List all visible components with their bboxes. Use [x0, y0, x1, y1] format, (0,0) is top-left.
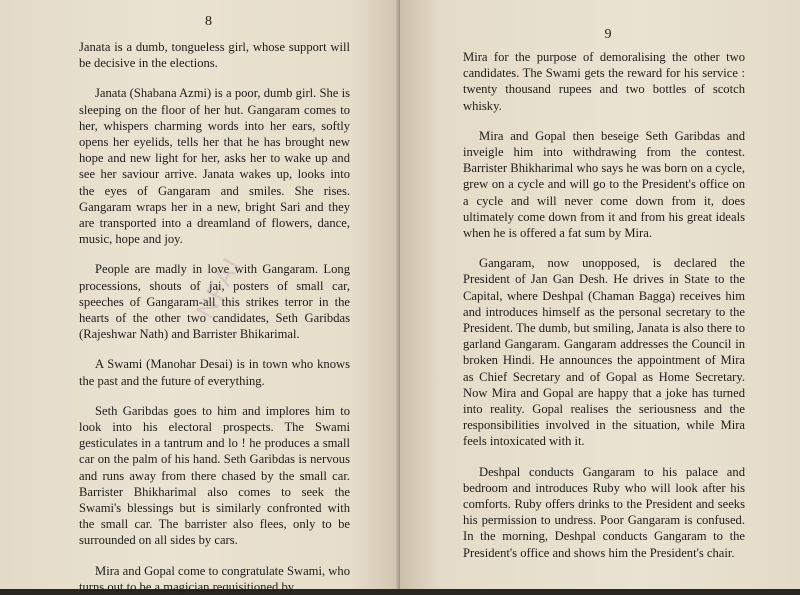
right-paragraph-4: Deshpal conducts Gangaram to his palace and bedroom and introduces Ruby who will look after his comforts. Ruby offers drinks to the President and seeks his permission to undress. Poor Gangaram is confused. In the morning, Deshpal conducts Gangaram to the President's office and shows him the President's chair. — [463, 464, 745, 560]
left-paragraph-1: Janata is a dumb, tongueless girl, whose support will be decisive in the elections. — [79, 40, 350, 71]
left-paragraph-4: A Swami (Manohar Desai) is in town who knows the past and the future of everything. — [79, 357, 350, 388]
left-paragraph-6: Mira and Gopal come to congratulate Swami, who turns out to be a magician requisitioned by — [79, 563, 350, 594]
left-paragraph-3: People are madly in love with Gangaram. Long processions, shouts of jai, posters of small car, speeches of Gangaram-all this strikes terror in the hearts of the other two candidates, Seth Garibdas (Rajeshwar Nath) and Barrister Bhikarimal. — [79, 262, 350, 342]
page-number-right: 9 — [604, 27, 612, 42]
right-paragraph-3: Gangaram, now unopposed, is declared the President of Jan Gan Desh. He drives in State to the Capital, where Deshpal (Chaman Bagga) receives him and introduces himself as the personal secretary to the President. The dumb, but smiling, Janata is also there to garland Gangaram. Gangaram addresses the Council in broken Hindi. He announces the appointment of Mira as Chief Secretary and of Gopal as Home Secretary. Now Mira and Gopal are happy that a joke has turned into reality. Gopal realises the seriousness and the responsibilities involved in the situation, while Mira feels intoxicated with it. — [463, 256, 745, 449]
left-paragraph-2: Janata (Shabana Azmi) is a poor, dumb girl. She is sleeping on the floor of her hut. Gangaram comes to her, whispers charming words into her ears, softly opens her eyelids, tells her that he has brought new hope and new light for her, asks her to wake up and see her saviour arrive. Janata wakes up, looks into the eyes of Gangaram and smiles. She rises. Gangaram wraps her in a new, bright Sari and they are transported into a dreamland of flowers, dance, music, hope and joy. — [79, 86, 350, 247]
right-paragraph-1: Mira for the purpose of demoralising the other two candidates. The Swami gets the reward for his service : twenty thousand rupees and two bottles of scotch whisky. — [463, 50, 745, 113]
left-paragraph-5: Seth Garibdas goes to him and implores him to look into his electoral prospects. The Swami gesticulates in a tantrum and lo ! he produces a small car on the palm of his hand. Seth Garibdas is nervous and runs away from there chased by the small car. Barrister Bhikharimal also comes to seek the Swami's blessings but is similarly confronted with the small car. The barrister also flees, only to be surrounded on all sides by cars. — [79, 403, 350, 548]
left-page — [0, 0, 400, 594]
page-number-left: 8 — [205, 14, 212, 29]
library-stamp-watermark: NFAI — [189, 251, 248, 324]
right-paragraph-2: Mira and Gopal then beseige Seth Garibdas and inveigle him into withdrawing from the contest. Barrister Bhikharimal who says he was born on a cycle, grew on a cycle and will go to the President's office on a cycle and will never come down from it, does ultimately come down from it and from his great ideals when he is offered a fat sum by Mira. — [463, 128, 745, 241]
right-page — [400, 0, 800, 589]
